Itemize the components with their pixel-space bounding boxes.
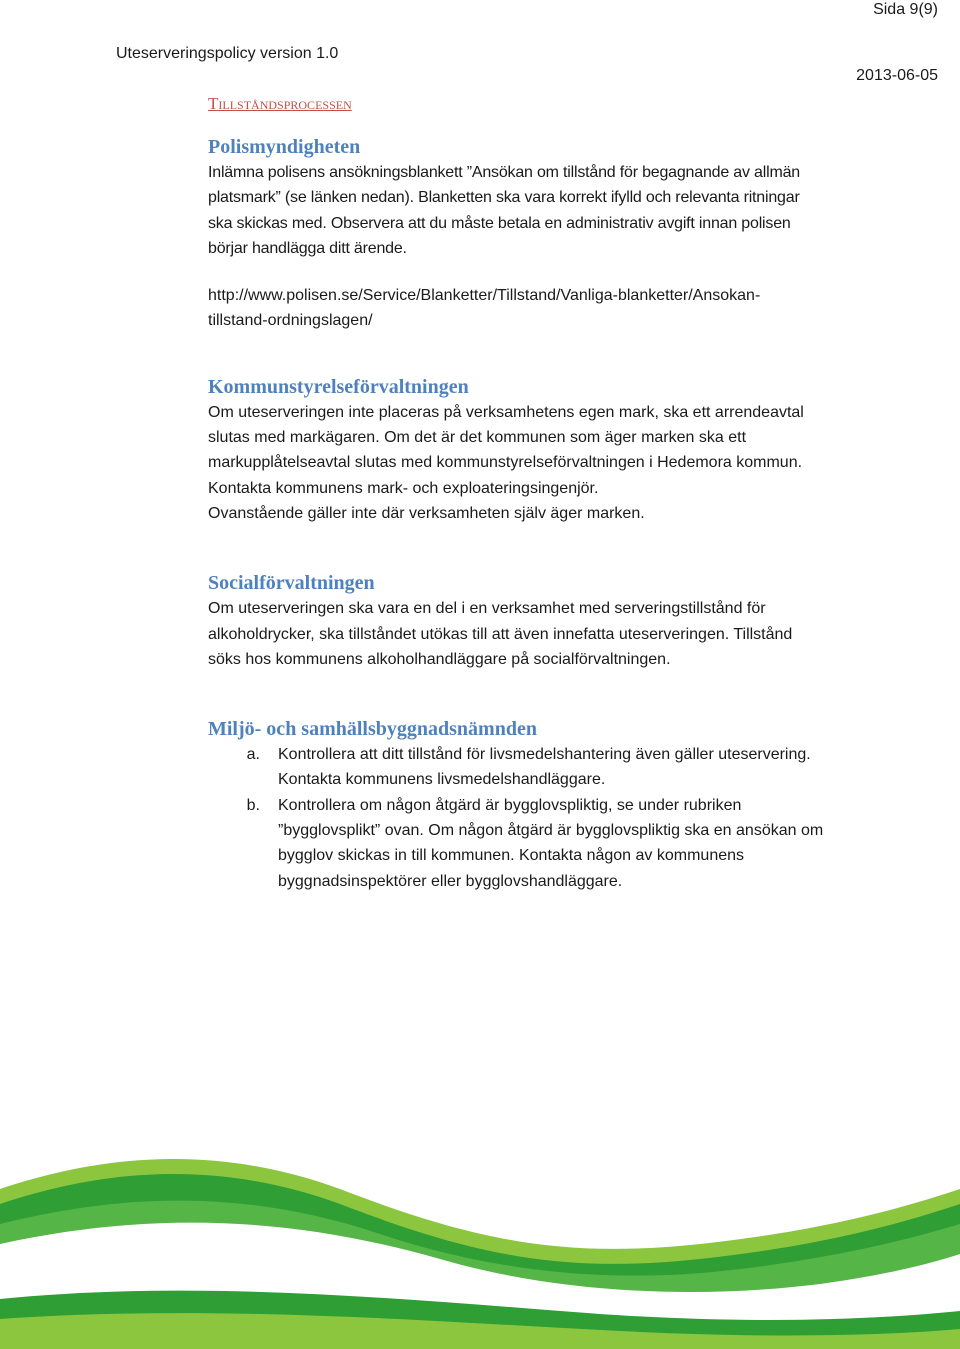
kommun-heading: Kommunstyrelseförvaltningen (208, 375, 469, 398)
list-item-line: Kontrollera om någon åtgärd är bygglovspliktig, se under rubriken (278, 796, 742, 814)
list-item-line: ”bygglovsplikt” ovan. Om någon åtgärd är bygglovspliktig ska en ansökan om (278, 822, 824, 840)
page-number: Sida 9(9) (873, 1, 938, 18)
list-item-line: byggnadsinspektörer eller bygglovshandläggare. (278, 872, 623, 890)
document-title: Uteserveringspolicy version 1.0 (116, 45, 339, 62)
polis-link-line[interactable]: http://www.polisen.se/Service/Blanketter/Tillstand/Vanliga-blanketter/Ansokan- (208, 287, 761, 305)
list-item-line: Kontrollera att ditt tillstånd för livsmedelshantering även gäller uteservering. (278, 746, 811, 764)
polis-line: platsmark” (se länken nedan). Blanketten ska vara korrekt ifylld och relevanta ritningar (208, 189, 800, 207)
polis-line: ska skickas med. Observera att du måste betala en administrativ avgift innan polisen (208, 214, 791, 232)
kommun-line: Ovanstående gäller inte där verksamheten själv äger marken. (208, 504, 645, 522)
list-item (246, 793, 858, 894)
page-content (208, 92, 858, 894)
section-title: Tillståndsprocessen (208, 94, 352, 113)
polis-link[interactable] (208, 283, 858, 334)
list-marker: b. (246, 796, 260, 814)
polis-link-line[interactable]: tillstand-ordningslagen/ (208, 312, 373, 330)
social-heading: Socialförvaltningen (208, 572, 375, 595)
polis-line: Inlämna polisens ansökningsblankett ”Ansökan om tillstånd för begagnande av allmän (208, 164, 800, 181)
document-date: 2013-06-05 (856, 67, 938, 84)
polis-line: börjar handlägga ditt ärende. (208, 239, 407, 257)
miljo-list (208, 742, 858, 894)
list-item-line: Kontakta kommunens livsmedelshandläggare. (278, 771, 606, 789)
polis-heading: Polismyndigheten (208, 136, 361, 158)
social-line: Om uteserveringen ska vara en del i en verksamhet med serveringstillstånd för (208, 600, 766, 618)
social-line: alkoholdrycker, ska tillståndet utökas till att även innefatta uteserveringen. Tillstånd (208, 625, 793, 643)
kommun-line: slutas med markägaren. Om det är det kommunen som äger marken ska ett (208, 429, 747, 447)
miljo-heading: Miljö- och samhällsbyggnadsnämnden (208, 718, 537, 741)
list-item (246, 742, 858, 793)
footer-wave-graphic (0, 1149, 960, 1349)
kommun-line: Kontakta kommunens mark- och exploateringsingenjör. (208, 479, 599, 497)
list-marker: a. (246, 746, 260, 764)
kommun-line: markupplåtelseavtal slutas med kommunstyrelseförvaltningen i Hedemora kommun. (208, 454, 803, 472)
kommun-line: Om uteserveringen inte placeras på verksamhetens egen mark, ska ett arrendeavtal (208, 403, 804, 421)
social-line: söks hos kommunens alkoholhandläggare på socialförvaltningen. (208, 650, 671, 668)
list-item-line: bygglov skickas in till kommunen. Kontakta någon av kommunens (278, 847, 745, 865)
